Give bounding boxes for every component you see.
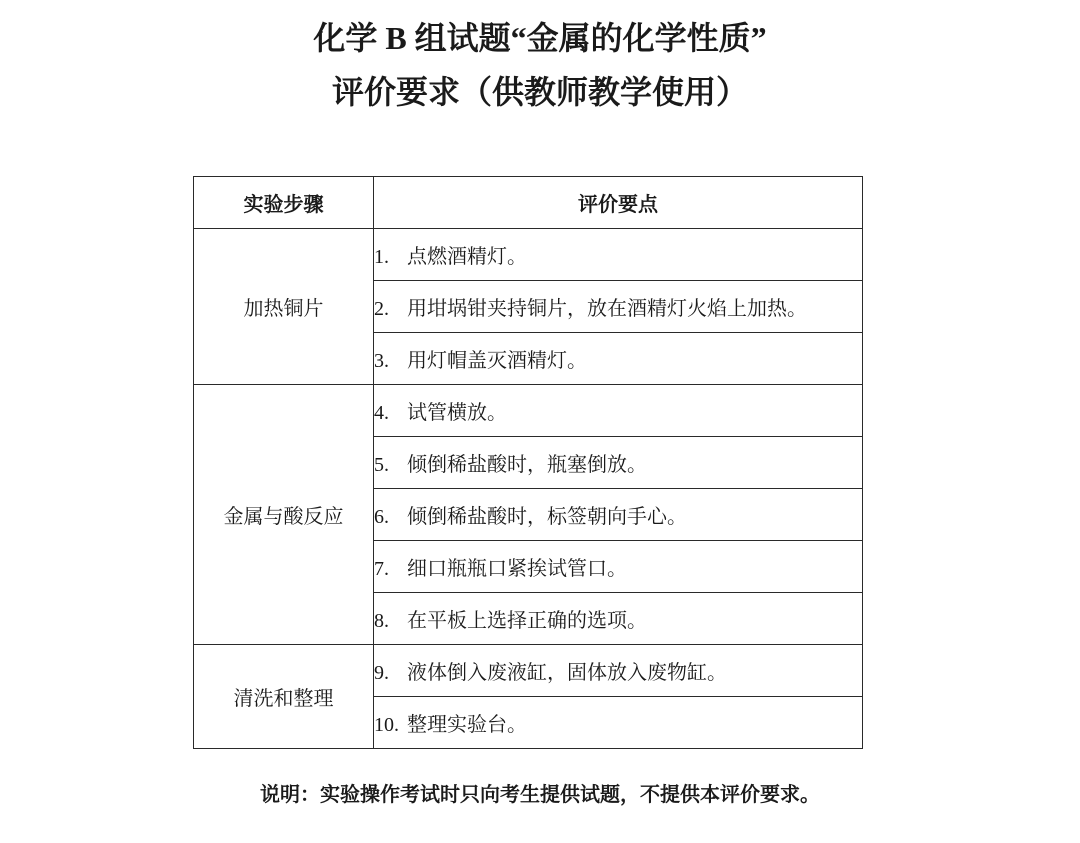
point-cell xyxy=(374,281,863,333)
item-number: 9. xyxy=(374,662,389,684)
item-text: 在平板上选择正确的选项。 xyxy=(407,610,647,632)
item-number: 2. xyxy=(374,298,389,320)
item-text: 用坩埚钳夹持铜片，放在酒精灯火焰上加热。 xyxy=(407,298,807,320)
item-number: 3. xyxy=(374,350,389,372)
item-number: 1. xyxy=(374,246,389,268)
point-cell xyxy=(374,229,863,281)
step-cell: 金属与酸反应 xyxy=(194,385,374,645)
item-number: 6. xyxy=(374,506,389,528)
item-text: 液体倒入废液缸，固体放入废物缸。 xyxy=(407,662,727,684)
table-header-row xyxy=(194,177,863,229)
document-subtitle: 评价要求（供教师教学使用） xyxy=(331,74,748,110)
item-text: 试管横放。 xyxy=(407,402,507,424)
footnote: 说明：实验操作考试时只向考生提供试题，不提供本评价要求。 xyxy=(260,784,820,806)
item-text: 倾倒稀盐酸时，瓶塞倒放。 xyxy=(407,454,647,476)
item-number: 10. xyxy=(374,714,399,736)
item-text: 整理实验台。 xyxy=(407,714,527,736)
point-cell xyxy=(374,385,863,437)
step-cell: 加热铜片 xyxy=(194,229,374,385)
item-number: 5. xyxy=(374,454,389,476)
header-points: 评价要点 xyxy=(374,177,863,229)
item-text: 用灯帽盖灭酒精灯。 xyxy=(407,350,587,372)
point-cell xyxy=(374,333,863,385)
item-number: 4. xyxy=(374,402,389,424)
table-row xyxy=(194,385,863,437)
table-row xyxy=(194,229,863,281)
item-text: 倾倒稀盐酸时，标签朝向手心。 xyxy=(407,506,687,528)
point-cell xyxy=(374,541,863,593)
item-text: 细口瓶瓶口紧挨试管口。 xyxy=(407,558,627,580)
header-step: 实验步骤 xyxy=(194,177,374,229)
item-number: 8. xyxy=(374,610,389,632)
document-title: 化学 B 组试题“金属的化学性质” xyxy=(313,20,767,56)
step-cell: 清洗和整理 xyxy=(194,645,374,749)
item-text: 点燃酒精灯。 xyxy=(407,246,527,268)
point-cell xyxy=(374,437,863,489)
point-cell xyxy=(374,697,863,749)
point-cell xyxy=(374,489,863,541)
table-row xyxy=(194,645,863,697)
point-cell xyxy=(374,593,863,645)
point-cell xyxy=(374,645,863,697)
item-number: 7. xyxy=(374,558,389,580)
evaluation-table xyxy=(193,176,863,749)
